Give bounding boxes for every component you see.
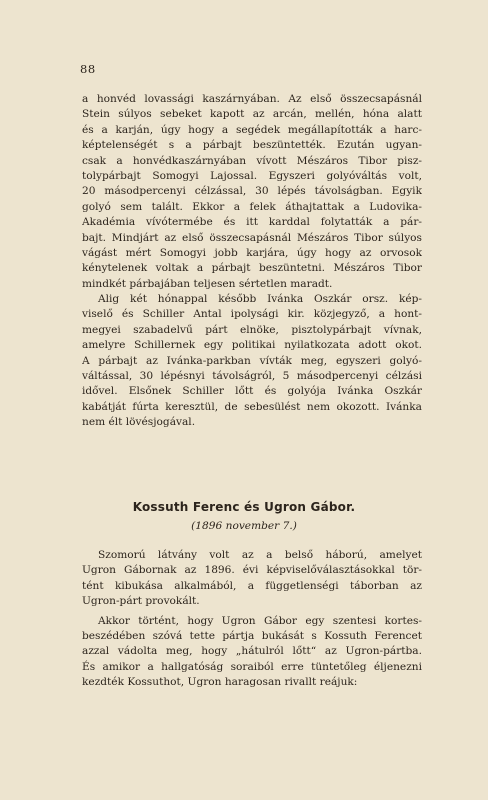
text-line: tént kibukása alkalmából, a függetlenségi táborban az — [82, 579, 422, 592]
text-line: Ugron Gábornak az 1896. évi képviselőválasztásokkal tör- — [82, 564, 422, 577]
section-heading: Kossuth Ferenc és Ugron Gábor. — [132, 500, 356, 514]
text-line: Alig két hónappal később Ivánka Oszkár orsz. kép- — [98, 293, 422, 306]
text-line: És amikor a hallgatóság soraiból erre tüntetőleg éljenezni — [82, 660, 422, 673]
text-line: Akadémia vívótermébe és itt karddal folytatták a pár- — [82, 216, 422, 229]
text-line: amelyre Schillernek egy politikai nyilatkozata adott okot. — [82, 339, 422, 352]
page-number: 88 — [80, 62, 96, 76]
paragraph — [82, 92, 422, 292]
text-line: kezdték Kossuthot, Ugron haragosan rivallt reájuk: — [82, 676, 358, 689]
text-line: megyei szabadelvű párt elnöke, pisztolypárbajt vívnak, — [82, 323, 422, 336]
text-line: kabátját fúrta keresztül, de sebesülést nem okozott. Ivánka — [82, 400, 422, 413]
text-line: Szomorú látvány volt az a belső háború, amelyet — [98, 549, 422, 561]
text-line: nem élt lövésjogával. — [82, 416, 196, 429]
text-line: viselő és Schiller Antal ipolysági kir. közjegyző, a hont- — [82, 308, 422, 321]
paragraph — [82, 614, 422, 691]
text-line: golyó sem talált. Ekkor a felek áthajtattak a Ludovika- — [82, 200, 422, 213]
text-line: mindkét párbajában teljesen sértetlen maradt. — [82, 277, 333, 290]
text-line: vágást mért Somogyi jobb karjára, úgy hogy az orvosok — [82, 246, 422, 259]
text-line: Ugron-párt provokált. — [82, 595, 200, 608]
text-line: 20 másodpercenyi célzással, 30 lépés távolságban. Egyik — [82, 185, 422, 198]
text-line: tolypárbajt Somogyi Lajossal. Egyszeri golyóváltás volt, — [82, 169, 422, 182]
text-line: Akkor történt, hogy Ugron Gábor egy szentesi kortes- — [98, 614, 422, 627]
body-text-top — [82, 92, 422, 431]
text-line: és a karján, úgy hogy a segédek megállapították a harc- — [82, 123, 422, 136]
text-line: beszédében szóvá tette pártja bukását s Kossuth Ferencet — [82, 629, 422, 642]
paragraph — [82, 292, 422, 431]
text-line: váltással, 30 lépésnyi távolságról, 5 másodpercenyi célzási — [82, 370, 422, 383]
paragraph — [82, 548, 422, 610]
text-line: kénytelenek voltak a párbajt beszüntetni. Mészáros Tibor — [82, 262, 422, 275]
text-line: azzal vádolta meg, hogy „hátulról lőtt“ az Ugron-pártba. — [82, 645, 422, 658]
text-line: A párbajt az Ivánka-parkban vívták meg, egyszeri golyó- — [82, 354, 422, 367]
body-text-bottom — [82, 548, 422, 691]
text-line: bajt. Mindjárt az első összecsapásnál Mészáros Tibor súlyos — [82, 231, 422, 244]
text-line: idővel. Elsőnek Schiller lőtt és golyója Ivánka Oszkár — [82, 385, 422, 398]
text-line: képtelenségét s a párbajt beszüntették. Ezután ugyan- — [82, 139, 422, 152]
text-line: a honvéd lovassági kaszárnyában. Az első összecsapásnál — [82, 93, 422, 105]
text-line: Stein súlyos sebeket kapott az arcán, mellén, hóna alatt — [82, 108, 422, 121]
text-line: csak a honvédkaszárnyában vívott Mészáros Tibor pisz- — [82, 154, 422, 167]
section-date: (1896 november 7.) — [191, 520, 297, 532]
